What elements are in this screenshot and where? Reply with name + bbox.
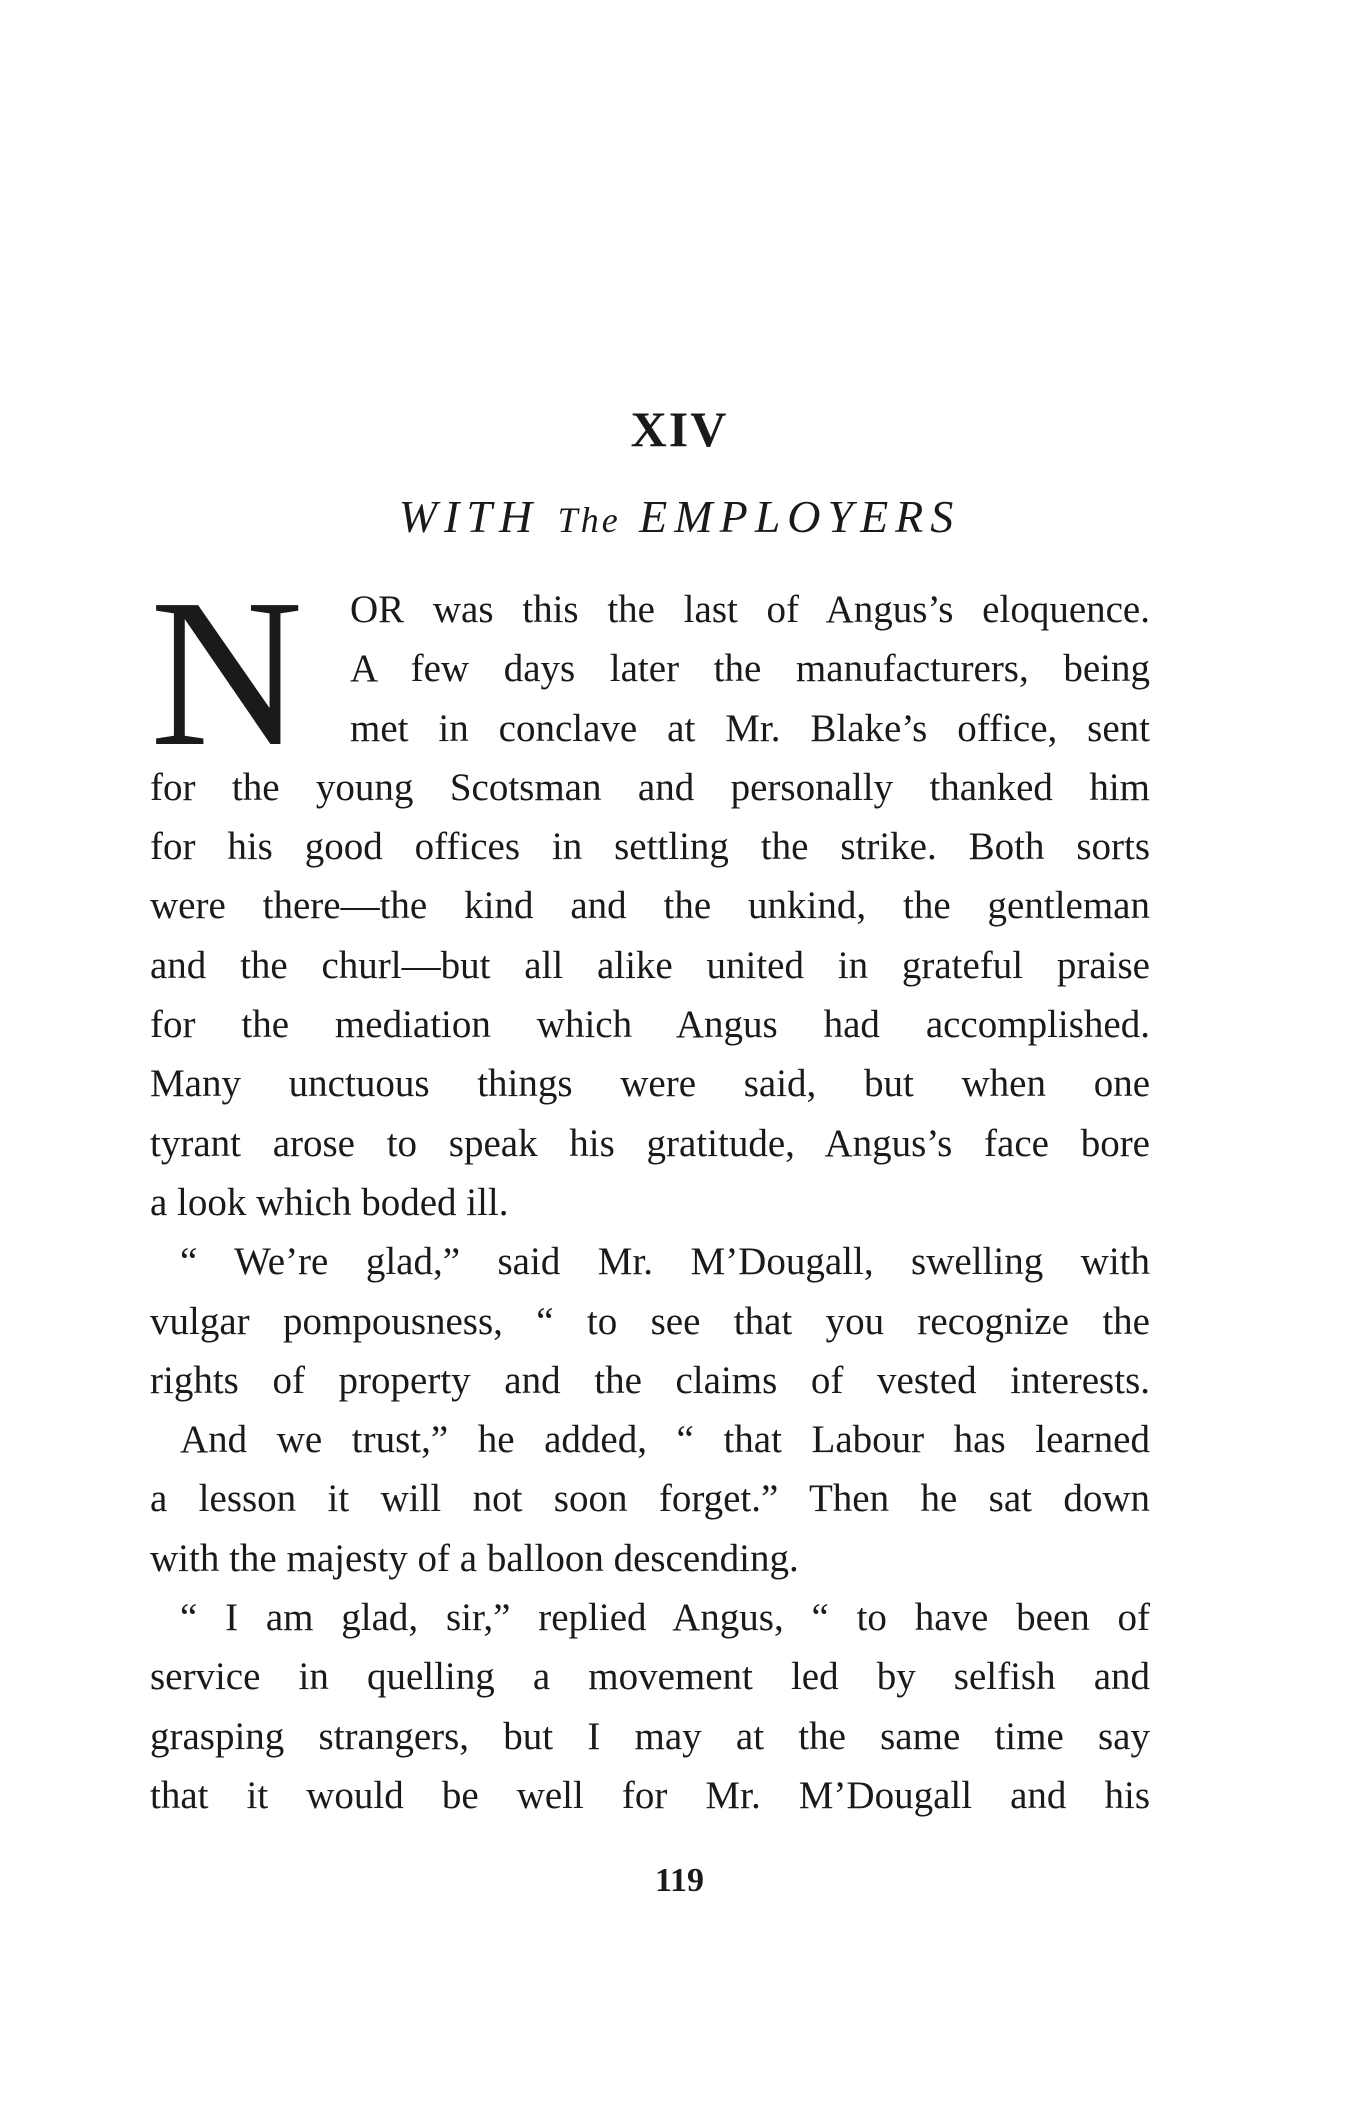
text-line: grasping strangers, but I may at the same time say — [150, 1714, 1150, 1758]
text-line: met in conclave at Mr. Blake’s office, sent — [350, 706, 1150, 750]
text-line: rights of property and the claims of vested interests. — [150, 1358, 1150, 1402]
text-line: OR was this the last of Angus’s eloquence. — [350, 588, 1150, 631]
page-number: 119 — [654, 1862, 705, 1899]
chapter-number: XIV — [630, 401, 729, 457]
text-line: for the mediation which Angus had accomplished. — [150, 1003, 1150, 1047]
text-line: Many unctuous things were said, but when one — [150, 1062, 1150, 1106]
text-line: “ I am glad, sir,” replied Angus, “ to have been of — [180, 1596, 1150, 1640]
text-line: were there—the kind and the unkind, the gentleman — [150, 884, 1150, 928]
text-line: and the churl—but all alike united in grateful praise — [150, 943, 1150, 987]
text-line: And we trust,” he added, “ that Labour has learned — [180, 1418, 1150, 1462]
text-line: vulgar pompousness, “ to see that you recognize the — [150, 1299, 1150, 1343]
chapter-title-suffix: EMPLOYERS — [620, 491, 961, 542]
text-line: “ We’re glad,” said Mr. M’Dougall, swelling with — [180, 1240, 1150, 1284]
drop-cap: N — [150, 555, 304, 790]
text-line: a lesson it will not soon forget.” Then he sat down — [150, 1477, 1150, 1521]
text-line: for the young Scotsman and personally thanked him — [150, 765, 1150, 809]
text-line: with the majesty of a balloon descending. — [150, 1536, 799, 1580]
text-line: service in quelling a movement led by selfish and — [150, 1655, 1150, 1699]
text-line: a look which boded ill. — [150, 1180, 509, 1224]
body-text — [150, 555, 1150, 1825]
text-line: A few days later the manufacturers, being — [350, 647, 1150, 691]
chapter-title-prefix: WITH — [398, 491, 558, 542]
chapter-title-the: The — [557, 500, 621, 540]
text-line: tyrant arose to speak his gratitude, Angus’s face bore — [150, 1121, 1150, 1165]
text-line: for his good offices in settling the strike. Both sorts — [150, 825, 1150, 869]
chapter-title — [0, 490, 1359, 543]
text-line: that it would be well for Mr. M’Dougall and his — [150, 1773, 1150, 1817]
